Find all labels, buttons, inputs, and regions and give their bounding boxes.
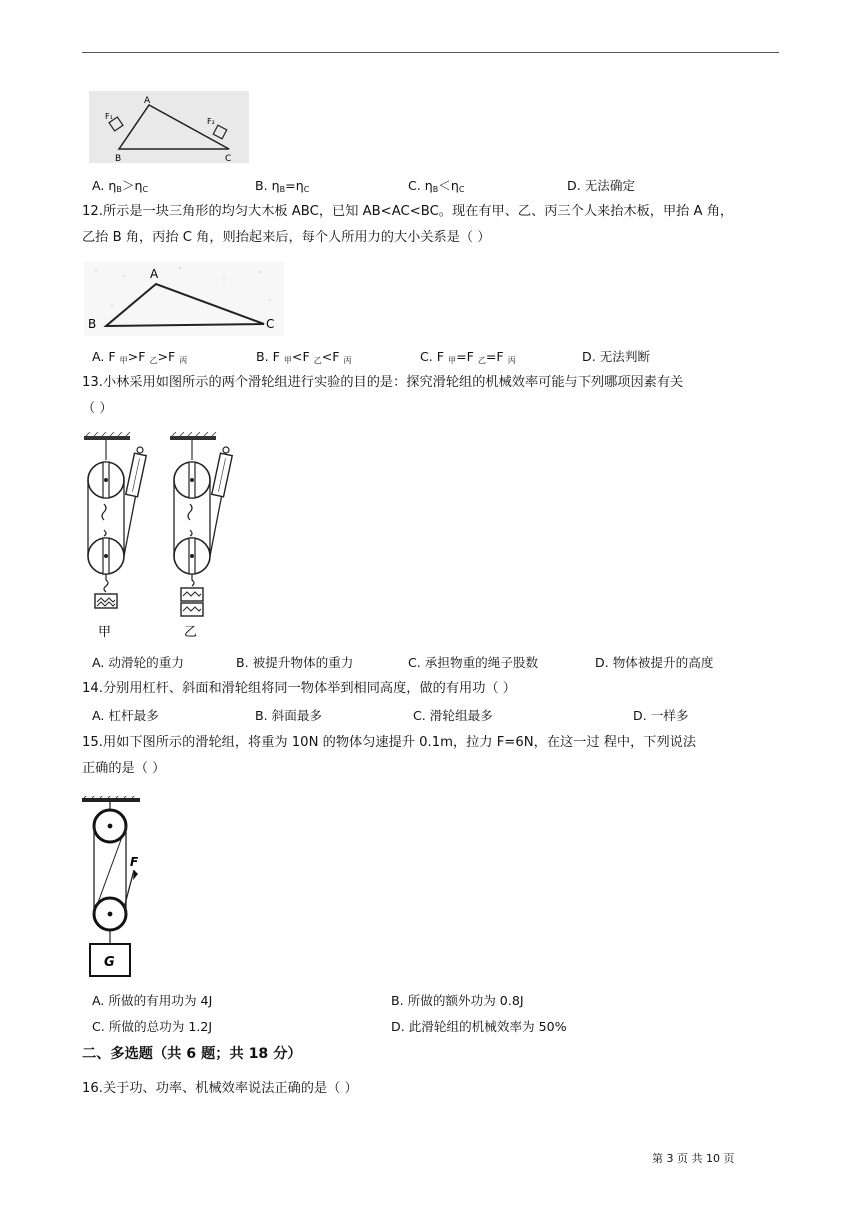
q15-option-c[interactable]: C. 所做的总功为 1.2J [92,1019,213,1034]
label-b: B [88,317,97,331]
q15-option-b[interactable]: B. 所做的额外功为 0.8J [391,993,524,1008]
label-c: C [225,154,232,163]
label-b: B [115,154,122,163]
q13-option-b[interactable]: B. 被提升物体的重力 [236,655,354,670]
q12-option-b[interactable]: B. F $_甲$<F $_乙$<F $_丙$ [256,349,352,365]
incline-figure [89,91,249,163]
q12-option-a[interactable]: A. F $_甲$>F $_乙$>F $_丙$ [92,349,188,365]
q15-option-d[interactable]: D. 此滑轮组的机械效率为 50% [391,1019,567,1034]
pulley-set-right [170,432,232,640]
label-f2: F₂ [207,117,215,126]
q14-option-a[interactable]: A. 杠杆最多 [92,708,159,723]
section-title-multiple-choice: 二、多选题（共 6 题；共 18 分） [82,1046,302,1062]
q14-option-b[interactable]: B. 斜面最多 [255,708,323,723]
label-a: A [144,96,151,106]
q11-option-d[interactable]: D. 无法确定 [567,178,636,193]
q14-text-line1: 14.分别用杠杆、斜面和滑轮组将同一物体举到相同高度，做的有用功（ ） [82,681,516,696]
q13-option-c[interactable]: C. 承担物重的绳子股数 [408,655,539,670]
q14-option-d[interactable]: D. 一样多 [633,708,689,723]
page-footer: 第 3 页 共 10 页 [652,1152,735,1165]
label-force: F [130,855,139,869]
pulley-set-left [84,432,146,640]
label-yi: 乙 [184,625,198,640]
q12-option-d[interactable]: D. 无法判断 [582,349,651,364]
pulley-experiment-figure [80,432,250,644]
label-jia: 甲 [98,625,112,640]
q13-option-a[interactable]: A. 动滑轮的重力 [92,655,184,670]
header-rule [82,52,779,53]
q13-text-line1: 13.小林采用如图所示的两个滑轮组进行实验的目的是：探究滑轮组的机械效率可能与下列哪项因素有关 [82,375,684,390]
q12-text-line2: 乙抬 B 角，丙抬 C 角，则抬起来后，每个人所用力的大小关系是（ ） [82,230,491,245]
q11-option-c[interactable]: C. $\eta_B<\eta_C$ [408,178,465,194]
q15-option-a[interactable]: A. 所做的有用功为 4J [92,993,213,1008]
q16-text-line1: 16.关于功、功率、机械效率说法正确的是（ ） [82,1081,358,1096]
q13-option-d[interactable]: D. 物体被提升的高度 [595,655,714,670]
q15-text-line1: 15.用如下图所示的滑轮组，将重为 10N 的物体匀速提升 0.1m，拉力 F=6N，在这一过 程中，下列说法 [82,735,697,750]
q15-text-line2: 正确的是（ ） [82,761,166,776]
label-a: A [150,267,159,281]
q11-option-b[interactable]: B. $\eta_B=\eta_C$ [255,178,310,194]
label-weight: G [104,955,115,970]
label-c: C [266,317,275,331]
q11-option-a[interactable]: A. $\eta_B>\eta_C$ [92,178,149,194]
q12-text-line1: 12.所示是一块三角形的均匀大木板 ABC，已知 AB<AC<BC。现在有甲、乙、丙三个人来抬木板，甲抬 A 角， [82,204,734,219]
pulley-system-figure [80,796,160,982]
label-f1: F₁ [105,112,113,121]
q12-option-c[interactable]: C. F $_甲$=F $_乙$=F $_丙$ [420,349,516,365]
q14-option-c[interactable]: C. 滑轮组最多 [413,708,493,723]
triangle-board-figure [84,262,284,336]
q13-text-line2: （ ） [82,401,113,416]
